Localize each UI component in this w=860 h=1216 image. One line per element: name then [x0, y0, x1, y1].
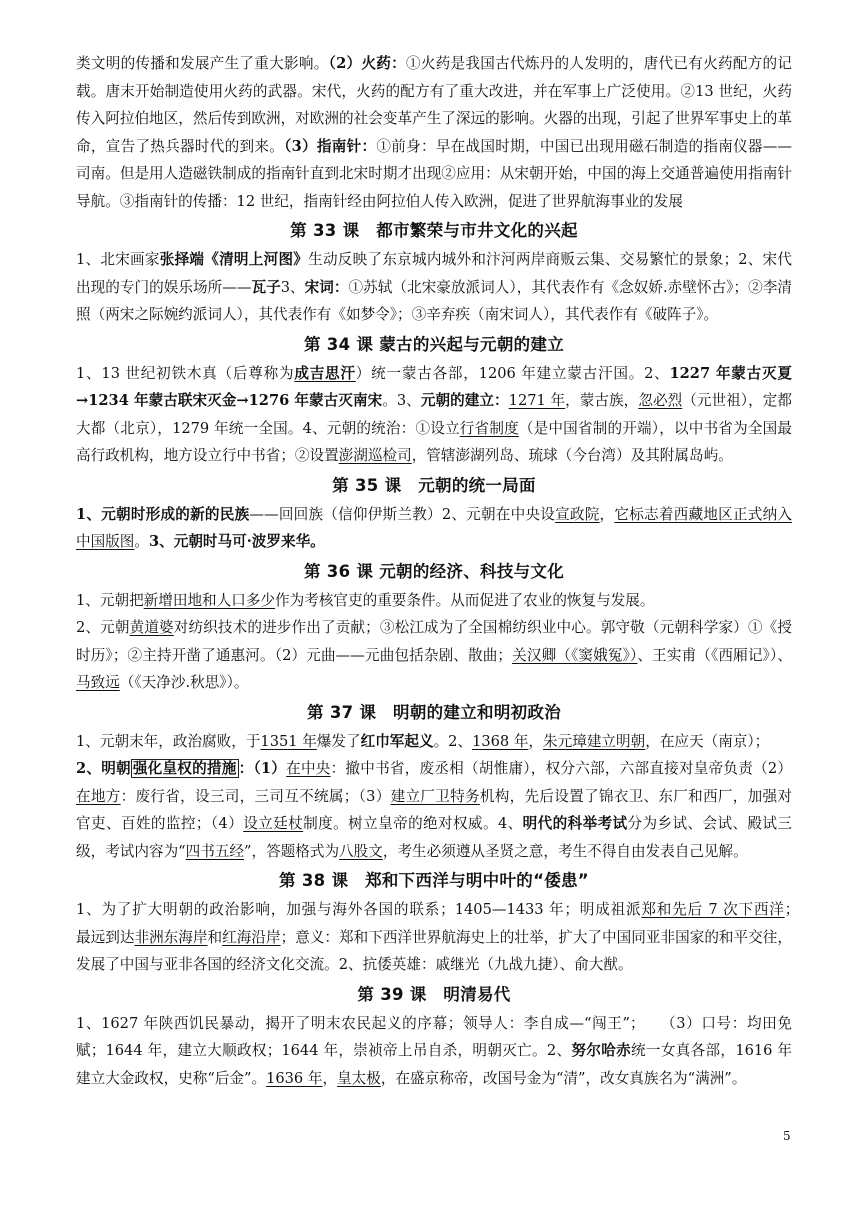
paragraph-lesson-36-2 [76, 614, 792, 697]
text: ，在应天（南京）； [645, 732, 770, 750]
paragraph-lesson-33 [76, 246, 792, 329]
text: ； 最远到达 [76, 901, 822, 946]
paragraph-lesson-36-1 [76, 587, 792, 615]
lesson-34-title: 第 34 课 蒙古的兴起与元朝的建立 [303, 334, 565, 354]
underlined-text: 关汉卿（《窦娥冤》） [512, 646, 638, 664]
lesson-35-title: 第 35 课 元朝的统一局面 [332, 475, 536, 495]
text: 1、13 世纪初铁木真（后尊称为 [76, 364, 295, 382]
lesson-38-title: 第 38 课 郑和下西洋与明中叶的“倭患” [279, 871, 589, 890]
boxed-text: 强化皇权的措施 [132, 760, 237, 777]
bold-text: 1、元朝时形成的新的民族 [76, 505, 250, 523]
text: ；意义：郑和下西洋世界航海史上的壮举，扩大了中国同亚非国家的和平交往，发展了中国与亚非各国的经济文化交流。2、抗倭英雄：戚继光（九战九捷）、俞大猷。 [76, 928, 792, 973]
text: ，管辖澎湖列岛、琉球（今台湾）及其附属岛屿。 [411, 447, 733, 464]
underlined-text: 皇太极 [337, 1069, 381, 1087]
paragraph-intro [76, 50, 792, 215]
lesson-33-title: 第 33 课 都市繁荣与市井文化的兴起 [290, 221, 578, 240]
text: ， [322, 1069, 338, 1087]
underlined-text: 非洲东海岸 [134, 928, 208, 946]
text: 1、1627 年陕西饥民暴动，揭开了明末农民起义的序幕；领导人：李自成—“闯王”； （3）口号：均田免赋；1644 年，建立大顺政权；1644 年，崇祯帝上吊自杀，明朝灭亡。2、 [76, 1014, 792, 1059]
underlined-text: 新增田地和人口多少 [143, 591, 276, 609]
gunpowder-heading: （2）火药： [328, 55, 406, 72]
underlined-text: 在中央 [286, 760, 331, 777]
page-number: 5 [783, 1129, 791, 1143]
text: 。3、 [382, 392, 421, 409]
text: 1、元朝末年，政治腐败，于 [76, 732, 261, 750]
text: 生动反映了东京城内城外和汴河两岸商贩云集、交易繁忙的景象；2、宋代出现的专门的娱乐场所—— [76, 251, 792, 296]
compass-heading: （3）指南针： [284, 137, 377, 155]
text: ，在盛京称帝，改国号金为“清”，改女真族名为“满洲”。 [380, 1069, 747, 1087]
underlined-text: 1636 年 [266, 1069, 323, 1087]
bold-text: 红巾军起义 [360, 732, 434, 750]
underlined-text: 1368 年 [472, 732, 529, 750]
paragraph-lesson-38 [76, 896, 822, 979]
underlined-text: 郑和先后 7 次下西洋 [641, 901, 785, 918]
bold-text: 2、明朝 [76, 760, 131, 777]
text: 1、为了扩大明朝的政治影响，加强与海外各国的联系；1405—1433 年；明成祖派 [76, 901, 642, 918]
underlined-text: 在地方 [76, 787, 121, 805]
underlined-text: 忽必烈 [638, 392, 683, 409]
bold-text: 3、元朝时马可·波罗来华。 [149, 533, 325, 550]
text: 分为乡试、会试、殿试三级，考试内容为“ [76, 815, 792, 860]
paragraph-lesson-34 [76, 360, 792, 470]
paragraph-lesson-39 [76, 1010, 792, 1093]
text: 制度。树立皇帝的绝对权威。4、 [303, 815, 523, 832]
underlined-text: 宣政院 [555, 505, 600, 523]
text: （元世祖），定都大都（北京），1279 年统一全国。4、元朝的统治：①设立 [76, 392, 792, 437]
underlined-text: 1351 年 [260, 732, 317, 750]
text: ①火药是我国古代炼丹的人发明的，唐代已有火药配方的记载。唐末开始制造使用火药的武器。宋代，火药的配方有了重大改进，并在军事上广泛使用。②13 世纪，火药传入阿拉伯地区，然后传到欧洲，对欧洲的社会变革产生了深远的影响。火器的出现，引起了世界军事史上的革命，宣告了热兵器时代的到来。 [76, 55, 792, 155]
underlined-text: 行省制度 [459, 419, 519, 437]
text: 对纺织技术的进步作出了贡献；③松江成为了全国棉纺织业中心。郭守敬（元朝科学家）①《授时历》；②主持开凿了通惠河。（2）元曲——元曲包括杂剧、散曲； [76, 619, 792, 664]
underlined-text: 红海沿岸 [222, 928, 281, 946]
text: 统一女真各部，1616 年建立大金政权，史称“后金”。 [76, 1042, 792, 1087]
bold-text: 努尔哈赤 [571, 1042, 632, 1059]
text: 。2、 [433, 732, 473, 750]
underlined-text: 它标志着西藏地区正式纳入中国版图 [76, 505, 792, 550]
underlined-text: 朱元璋建立明朝 [543, 732, 646, 750]
underlined-text: 黄道婆 [129, 619, 174, 636]
paragraph-lesson-35 [76, 501, 792, 556]
text: 作为考核官吏的重要条件。从而促进了农业的恢复与发展。 [275, 591, 655, 609]
text: ， [528, 732, 544, 750]
text: （《天净沙.秋思》）。 [119, 674, 249, 691]
lesson-37-title: 第 37 课 明朝的建立和明初政治 [306, 702, 562, 722]
bold-text: 明代的科举考试 [522, 815, 628, 832]
lesson-39-title: 第 39 课 明清易代 [357, 984, 511, 1004]
text: 类文明的传播和发展产生了重大影响。 [76, 55, 329, 72]
text: ：废行省，设三司，三司互不统属；（3） [120, 787, 391, 805]
text: ， [599, 505, 615, 523]
text: 3、 [280, 278, 305, 296]
text: ①苏轼（北宋豪放派词人），其代表作有《念奴娇.赤壁怀古》；②李清照（两宋之际婉约派词人），其代表作有《如梦令》；③辛弃疾（南宋词人），其代表作有《破阵子》。 [76, 278, 792, 323]
text: ①前身：早在战国时期，中国已出现用磁石制造的指南仪器——司南。但是用人造磁铁制成的指南针直到北宋时期才出现②应用：从宋朝开始，中国的海上交通普遍使用指南针导航。③指南针的传播：12 世纪，指南针经由阿拉伯人传入欧洲，促进了世界航海事业的发展 [76, 137, 792, 210]
paragraph-lesson-37-2 [76, 755, 792, 865]
bold-text: 1227 年蒙古灭夏→1234 年蒙古联宋灭金→1276 年蒙古灭南宋 [76, 364, 792, 409]
bold-text: ：（1） [238, 760, 287, 777]
text: ，考生必须遵从圣贤之意，考生不得自由发表自己见解。 [382, 842, 748, 860]
underlined-text: 1271 年 [508, 392, 566, 409]
text: 和 [207, 928, 223, 946]
bold-text: 瓦子 [251, 278, 281, 296]
paragraph-lesson-37-1 [76, 728, 792, 756]
underlined-text: 设立廷杖 [243, 815, 304, 832]
underlined-text: 八股文 [339, 842, 383, 860]
underlined-text: 四书五经 [185, 842, 245, 860]
text: 机构，先后设置了锦衣卫、东厂和西厂，加强对官吏、百姓的监控；（4） [76, 787, 792, 832]
text: 爆发了 [316, 732, 361, 750]
text: 。 [134, 533, 149, 550]
text: （是中国省制的开端），以中书省为全国最高行政机构，地方设立行中书省；②设置 [76, 419, 792, 464]
text: ”，答题格式为 [244, 842, 340, 860]
text: 2、元朝 [76, 619, 130, 636]
bold-text: 张择端《清明上河图》 [159, 251, 309, 268]
text: ）统一蒙古各部，1206 年建立蒙古汗国。2、 [355, 364, 670, 382]
bold-text: 宋词： [304, 278, 349, 296]
underlined-text: 澎湖巡检司 [338, 447, 412, 464]
page-content [76, 50, 822, 1092]
underlined-text: 马致远 [76, 674, 120, 691]
text: ：撤中书省，废丞相（胡惟庸），权分六部，六部直接对皇帝负责（2） [330, 760, 792, 777]
text: 1、元朝把 [76, 591, 144, 609]
bold-underlined-text: 成吉思汗 [294, 364, 356, 382]
text: 、王实甫（《西厢记》）、 [637, 646, 792, 664]
bold-text: 元朝的建立： [420, 392, 509, 409]
text: ，蒙古族， [565, 392, 639, 409]
text: 1、北宋画家 [76, 251, 160, 268]
text: ——回回族（信仰伊斯兰教）2、元朝在中央设 [249, 505, 556, 523]
underlined-text: 建立厂卫特务 [390, 787, 480, 805]
lesson-36-title: 第 36 课 元朝的经济、科技与文化 [303, 561, 565, 581]
